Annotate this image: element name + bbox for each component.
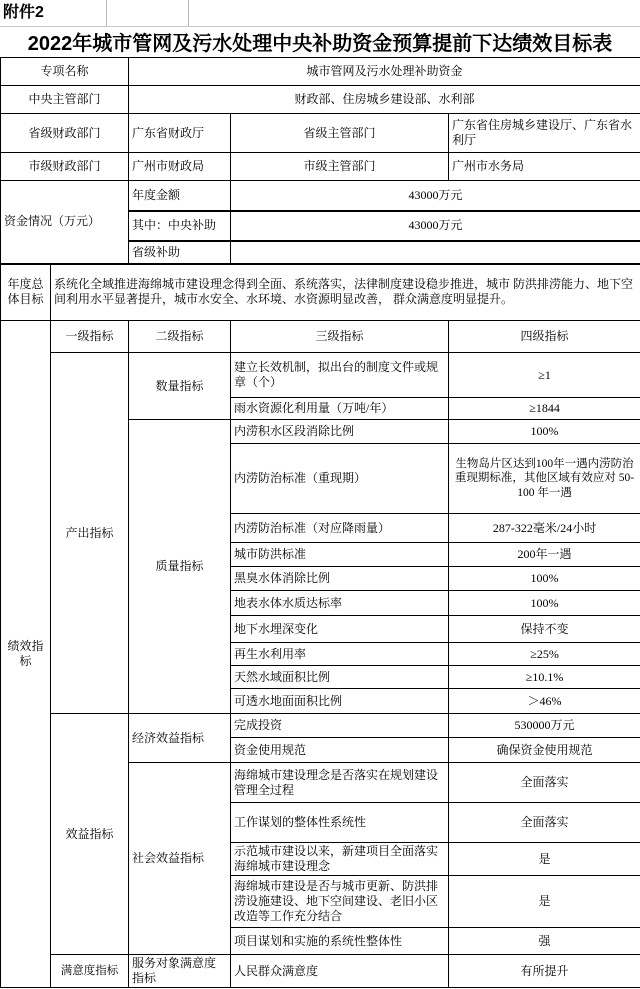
- level1-cell: 效益指标: [51, 714, 129, 955]
- indicator-target-cell: 100%: [449, 567, 640, 591]
- info-label-cell: 市级主管部门: [231, 153, 449, 181]
- indicator-name-cell: 地表水体水质达标率: [231, 591, 449, 616]
- goal-label-cell: 年度总体目标: [1, 264, 51, 321]
- indicator-name-cell: 内涝防治标准（重现期）: [231, 444, 449, 514]
- indicator-target-cell: ≥1: [449, 353, 640, 398]
- indicator-name-cell: 示范城市建设以来，新建项目全面落实海绵城市建设理念: [231, 843, 449, 876]
- table-row: [1, 58, 640, 86]
- level2-cell: 数量指标: [129, 353, 231, 420]
- indicator-name-cell: 资金使用规范: [231, 738, 449, 763]
- info-value-cell: 广东省财政厅: [129, 114, 231, 153]
- table-row: [1, 86, 640, 114]
- funding-item-cell: 省级补助: [129, 241, 231, 264]
- gridline-vertical: [188, 0, 189, 26]
- indicator-target-cell: 全面落实: [449, 803, 640, 843]
- indicator-target-cell: 强: [449, 928, 640, 955]
- attachment-row: [0, 0, 640, 26]
- indicator-target-cell: 100%: [449, 591, 640, 616]
- indicator-name-cell: 再生水利用率: [231, 643, 449, 666]
- table-row: [1, 114, 640, 153]
- level2-cell: 经济效益指标: [129, 714, 231, 763]
- indicator-target-cell: 200年一遇: [449, 543, 640, 567]
- funding-value-cell: [231, 241, 640, 264]
- table-row: [1, 321, 640, 353]
- indicator-name-cell: 城市防洪标准: [231, 543, 449, 567]
- column-header: 四级指标: [449, 321, 640, 353]
- funding-label-cell: 资金情况（万元）: [1, 181, 129, 264]
- indicator-target-cell: ≥10.1%: [449, 666, 640, 689]
- attachment-label: 附件2: [3, 4, 44, 21]
- funding-item-cell: 其中：中央补助: [129, 211, 231, 241]
- column-header: 二级指标: [129, 321, 231, 353]
- indicator-name-cell: 黑臭水体消除比例: [231, 567, 449, 591]
- level1-cell: 满意度指标: [51, 955, 129, 988]
- indicator-target-cell: 保持不变: [449, 616, 640, 643]
- goal-text-cell: 系统化全域推进海绵城市建设理念得到全面、系统落实，法律制度建设稳步推进，城市 防洪排涝能力、地下空间利用水平显著提升，城市水安全、水环境、水资源明显改善， 群众满意度明显提升。: [51, 264, 640, 321]
- indicator-name-cell: 完成投资: [231, 714, 449, 738]
- table-row: [1, 353, 640, 398]
- indicator-name-cell: 工作谋划的整体性系统性: [231, 803, 449, 843]
- indicator-name-cell: 地下水埋深变化: [231, 616, 449, 643]
- funding-value-cell: 43000万元: [231, 211, 640, 241]
- indicator-name-cell: 天然水域面积比例: [231, 666, 449, 689]
- column-header: 三级指标: [231, 321, 449, 353]
- target-table: [0, 57, 640, 988]
- indicator-target-cell: 287-322毫米/24小时: [449, 514, 640, 543]
- info-label-cell: 市级财政部门: [1, 153, 129, 181]
- indicator-name-cell: 雨水资源化利用量（万吨/年）: [231, 398, 449, 420]
- level1-cell: 产出指标: [51, 353, 129, 714]
- table-row: [1, 955, 640, 988]
- indicator-target-cell: 是: [449, 876, 640, 928]
- indicator-name-cell: 人民群众满意度: [231, 955, 449, 988]
- level2-cell: 社会效益指标: [129, 763, 231, 955]
- info-value-cell: 广州市财政局: [129, 153, 231, 181]
- table-row: [1, 153, 640, 181]
- column-header: 一级指标: [51, 321, 129, 353]
- indicator-target-cell: 100%: [449, 420, 640, 444]
- indicator-name-cell: 内涝防治标准（对应降雨量）: [231, 514, 449, 543]
- info-value-cell: 广州市水务局: [449, 153, 640, 181]
- indicator-target-cell: 确保资金使用规范: [449, 738, 640, 763]
- indicator-target-cell: 是: [449, 843, 640, 876]
- info-value-cell: 财政部、住房城乡建设部、水利部: [129, 86, 640, 114]
- info-value-cell: 城市管网及污水处理补助资金: [129, 58, 640, 86]
- info-label-cell: 中央主管部门: [1, 86, 129, 114]
- indicator-name-cell: 建立长效机制，拟出台的制度文件或规章（个）: [231, 353, 449, 398]
- funding-value-cell: 43000万元: [231, 181, 640, 211]
- table-row: [1, 264, 640, 321]
- indicator-target-cell: 530000万元: [449, 714, 640, 738]
- info-label-cell: 专项名称: [1, 58, 129, 86]
- funding-item-cell: 年度金额: [129, 181, 231, 211]
- info-value-cell: 广东省住房城乡建设厅、广东省水利厅: [449, 114, 640, 153]
- level2-cell: 质量指标: [129, 420, 231, 714]
- gridline-horizontal: [0, 26, 640, 27]
- indicator-name-cell: 内涝积水区段消除比例: [231, 420, 449, 444]
- indicator-name-cell: 可透水地面面积比例: [231, 689, 449, 714]
- indicator-target-cell: 全面落实: [449, 763, 640, 803]
- info-label-cell: 省级主管部门: [231, 114, 449, 153]
- indicator-name-cell: 海绵城市建设理念是否落实在规划建设管理全过程: [231, 763, 449, 803]
- indicator-name-cell: 海绵城市建设是否与城市更新、防洪排涝设施建设、地下空间建设、老旧小区改造等工作充分结合: [231, 876, 449, 928]
- indicator-target-cell: ＞46%: [449, 689, 640, 714]
- indicator-target-cell: ≥25%: [449, 643, 640, 666]
- gridline-vertical: [106, 0, 107, 26]
- page-title: 2022年城市管网及污水处理中央补助资金预算提前下达绩效目标表: [27, 33, 613, 55]
- level2-cell: 服务对象满意度指标: [129, 955, 231, 988]
- table-row: [1, 181, 640, 211]
- title-row: [0, 26, 640, 57]
- info-label-cell: 省级财政部门: [1, 114, 129, 153]
- indicator-target-cell: ≥1844: [449, 398, 640, 420]
- indicator-section-cell: 绩效指标: [1, 321, 51, 988]
- indicator-target-cell: 生物岛片区达到100年一遇内涝防治重现期标准，其他区域有效应对 50-100 年一遇: [449, 444, 640, 514]
- table-row: [1, 714, 640, 738]
- indicator-target-cell: 有所提升: [449, 955, 640, 988]
- indicator-name-cell: 项目谋划和实施的系统性整体性: [231, 928, 449, 955]
